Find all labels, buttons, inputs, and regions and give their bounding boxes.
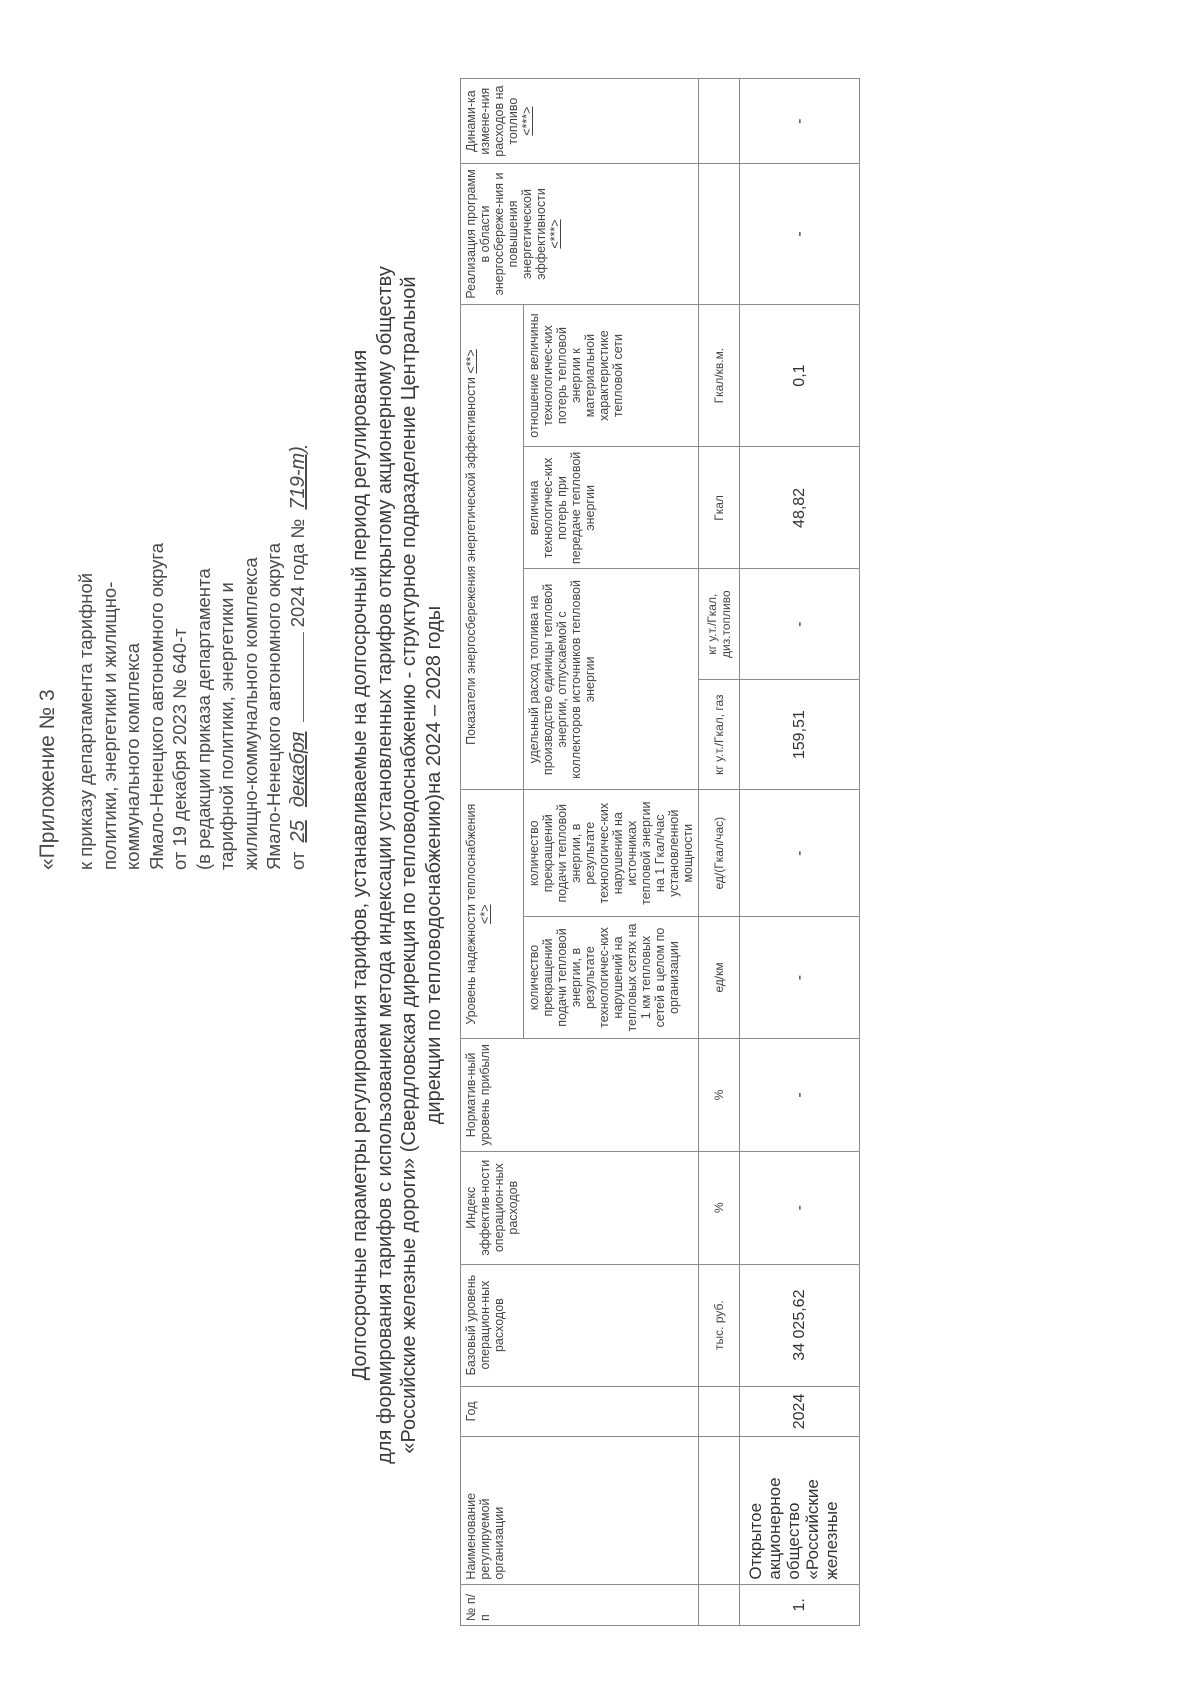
- header-heat-losses: величина технологичес-ких потерь при передаче тепловой энергии: [524, 447, 699, 569]
- table-row: [740, 79, 860, 1626]
- reliability-footnote: <*>: [478, 904, 492, 924]
- title-line: Долгосрочные параметры регулирования тарифов, устанавливаемые на долгосрочный период регулирования: [349, 349, 371, 1381]
- header-rel-networks: количество прекращений подачи тепловой энергии, в результате технологичес-ких нарушений на тепловых сетях на 1 км тепловых сетей в целом по организации: [524, 917, 699, 1039]
- handwritten-day: 25: [286, 820, 309, 843]
- document-title: [348, 90, 446, 1640]
- date-year-text: 2024 года №: [286, 518, 308, 628]
- cell-profit-level: -: [740, 1039, 860, 1152]
- unit-cell: [699, 1437, 740, 1584]
- unit-cell: [699, 164, 740, 304]
- header-energy-group: [461, 304, 524, 790]
- cell-org: Открытое акционерное общество «Российские железные: [740, 1437, 860, 1584]
- unit-cell: [699, 1584, 740, 1625]
- cell-year: 2024: [740, 1386, 860, 1437]
- energy-footnote: <**>: [464, 349, 478, 374]
- blank-line: [303, 632, 304, 722]
- title-line: дирекции по тепловодоснабжению)на 2024 – 2028 годы: [422, 605, 445, 1125]
- energy-title: Показатели энергосбережения энергетической эффективности: [464, 377, 478, 745]
- reliability-title: Уровень надежности теплоснабжения: [464, 803, 478, 1025]
- unit-rel-sources: ед/(Гкал/час): [699, 790, 740, 917]
- cell-efficiency-index: -: [740, 1151, 860, 1264]
- header-programs: [461, 164, 699, 304]
- cell-base-costs: 34 025,62: [740, 1264, 860, 1386]
- cell-fuel-gas: 159,51: [740, 679, 860, 789]
- cell-loss-ratio: 0,1: [740, 304, 860, 447]
- unit-fuel-diesel: кг у.т./Гкал, диз.топливо: [699, 569, 740, 679]
- header-profit-level: Норматив-ный уровень прибыли: [461, 1039, 699, 1152]
- unit-cell: [699, 79, 740, 164]
- document-sheet: [30, 30, 1170, 1670]
- header-rel-sources: количество прекращений подачи тепловой энергии, в результате технологичес-ких нарушений на источниках тепловой энергии на 1 Гкал/час установленной мощности: [524, 790, 699, 917]
- dynamics-title: Динами-ка измене-ния расходов на топливо: [464, 85, 520, 157]
- order-date-line: [286, 110, 311, 870]
- order-line: (в редакции приказа департамента: [192, 568, 214, 870]
- header-org: Наименование регулируемой организации: [461, 1437, 699, 1584]
- order-line: от 19 декабря 2023 № 640-т: [169, 628, 190, 870]
- unit-fuel-gas: кг у.т./Гкал, газ: [699, 679, 740, 789]
- date-prefix: от: [286, 851, 308, 870]
- title-line: «Российские железные дороги» (Свердловская дирекция по тепловодоснабжению - структурное подразделение Центральной: [398, 276, 420, 1454]
- unit-base: тыс. руб.: [699, 1264, 740, 1386]
- cell-rel-sources: -: [740, 790, 860, 917]
- header-row: [461, 79, 524, 1626]
- header-base-costs: Базовый уровень операцион-ных расходов: [461, 1264, 699, 1386]
- unit-index: %: [699, 1151, 740, 1264]
- header-reliability-group: [461, 790, 524, 1039]
- unit-rel-networks: ед/км: [699, 917, 740, 1039]
- header-efficiency-index: Индекс эффектив-ности операцион-ных расходов: [461, 1151, 699, 1264]
- handwritten-month: декабря: [286, 731, 309, 808]
- cell-heat-losses: 48,82: [740, 447, 860, 569]
- dynamics-footnote: <***>: [520, 106, 534, 136]
- cell-num: 1.: [740, 1584, 860, 1625]
- programs-title: Реализация программ в области энергосбереже-ния и повышения энергетической эффективности: [464, 169, 548, 299]
- units-row: [699, 79, 740, 1626]
- order-line: жилищно-коммунального комплекса: [239, 557, 261, 870]
- order-reference: [74, 110, 310, 870]
- order-line: коммунального комплекса: [122, 643, 143, 870]
- unit-profit: %: [699, 1039, 740, 1152]
- annex-label: «Приложение № 3: [36, 689, 59, 870]
- unit-heat-losses: Гкал: [699, 447, 740, 569]
- order-line: тарифной политики, энергетики и: [216, 582, 237, 870]
- cell-fuel-dynamics: -: [740, 79, 860, 164]
- order-line: к приказу департамента тарифной: [75, 572, 96, 870]
- cell-rel-networks: -: [740, 917, 860, 1039]
- header-year: Год: [461, 1386, 699, 1437]
- header-loss-ratio: отношение величины технологичес-ких потерь тепловой энергии к материальной характеристике тепловой сети: [524, 304, 699, 447]
- header-num: № п/ п: [461, 1584, 699, 1625]
- header-fuel-dynamics: [461, 79, 699, 164]
- title-line: для формирования тарифов с использованием метода индексации установленных тарифов открытому акционерному обществу: [373, 266, 396, 1464]
- order-line: Ямало-Ненецкого автономного округа: [145, 542, 167, 870]
- cell-fuel-diesel: -: [740, 569, 860, 679]
- header-fuel-consumption: удельный расход топлива на производство единицы тепловой энергии, отпускаемой с коллекторов источников тепловой энергии: [524, 569, 699, 790]
- order-line: Ямало-Ненецкого автономного округа: [263, 542, 284, 870]
- handwritten-number: 719-т): [286, 446, 309, 510]
- cell-programs: -: [740, 164, 860, 304]
- programs-footnote: <***>: [548, 219, 562, 249]
- unit-loss-ratio: Гкал/кв.м.: [699, 304, 740, 447]
- parameters-table: [460, 78, 860, 1626]
- unit-cell: [699, 1386, 740, 1437]
- order-line: политики, энергетики и жилищно-: [98, 581, 120, 870]
